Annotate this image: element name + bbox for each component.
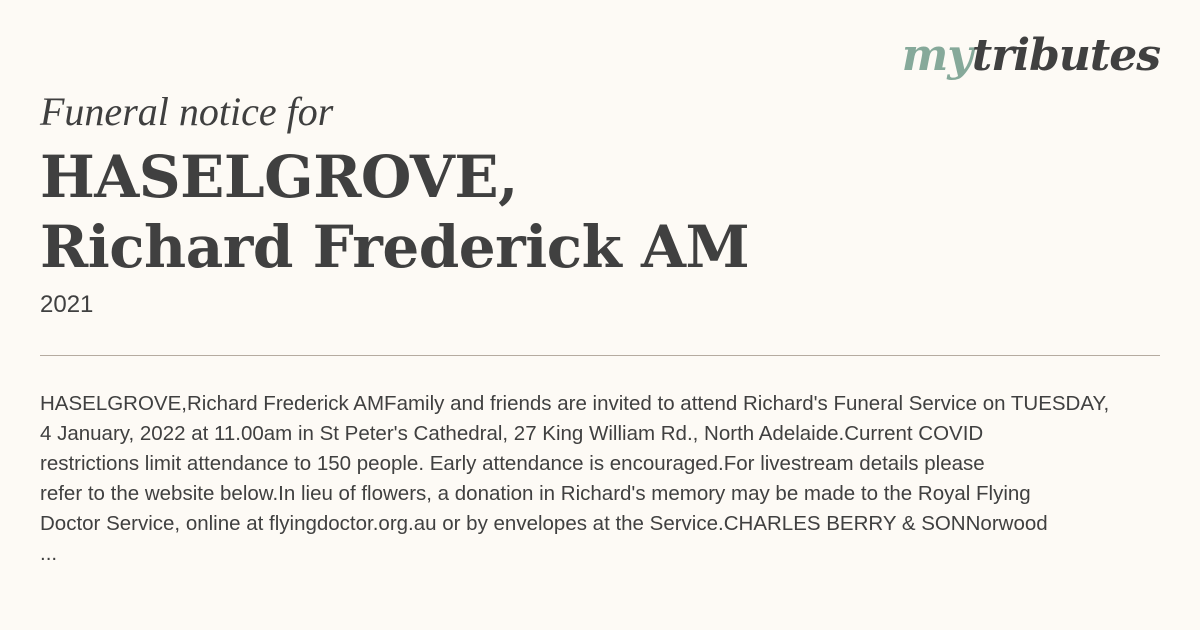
mytributes-logo[interactable]	[901, 30, 1160, 81]
deceased-surname: HASELGROVE,	[40, 143, 518, 211]
logo-my-text: my	[901, 30, 972, 81]
logo-tributes-text: tributes	[971, 30, 1160, 81]
deceased-given-names: Richard Frederick AM	[40, 213, 750, 281]
divider	[40, 355, 1160, 356]
notice-body: HASELGROVE,Richard Frederick AMFamily and friends are invited to attend Richard's Funeral Service on TUESDAY, 4 January, 2022 at 11.00am in St Peter's Cathedral, 27 King William Rd., North Adelaide.Current COVID restrictions limit attendance to 150 people. Early attendance is encouraged.For livestream details please refer to the website below.In lieu of flowers, a donation in Richard's memory may be made to the Royal Flying Doctor Service, online at flyingdoctor.org.au or by envelopes at the Service.CHARLES BERRY & SONNorwood ...	[40, 392, 1110, 565]
notice-prefix: Funeral notice for	[40, 89, 334, 134]
deceased-name	[40, 142, 1140, 282]
notice-year: 2021	[40, 291, 94, 318]
